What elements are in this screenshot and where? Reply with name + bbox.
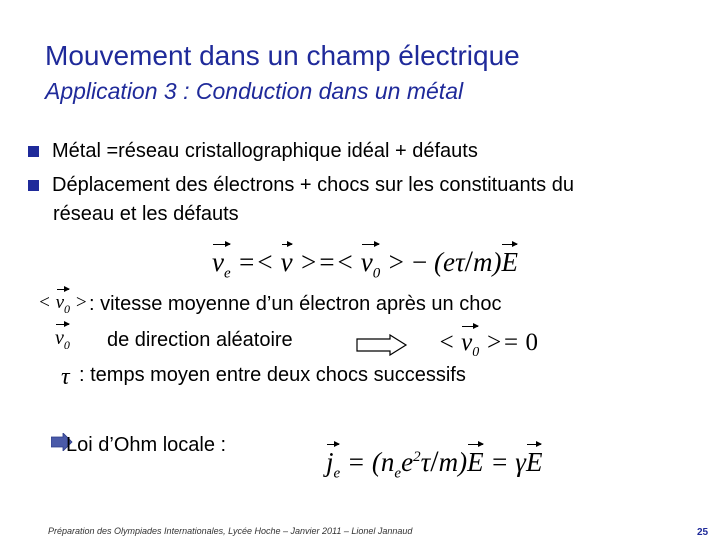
slide-subtitle: Application 3 : Conduction dans un métal [45,78,464,104]
bullet-text: Déplacement des électrons + chocs sur les constituants du [52,174,574,196]
v0-symbol: $v_0$ [55,327,70,352]
v0-mean-symbol: < $v_0$ > [38,292,88,316]
tau-symbol: τ [61,364,70,390]
footer-text: Préparation des Olympiades Internationales, Lycée Hoche – Janvier 2011 – Lionel Jannaud [48,526,413,536]
bullet-metal [28,140,478,163]
mean-velocity-equation: $v_e =< v$ >=< $v_0$ > − (eτ/m)E [212,245,518,282]
bullet-square-icon [28,180,39,191]
bullet-square-icon [28,146,39,157]
bullet-continuation: réseau et les défauts [53,203,239,225]
v0-definition: de direction aléatoire [107,329,293,351]
v0-mean-definition: : vitesse moyenne d’un électron après un choc [89,293,502,315]
bullet-text: Métal =réseau cristallographique idéal + défauts [52,140,478,162]
ohm-law-equation: $j_e = (n_ee^2\tau/m)E = \gamma E$ [326,445,543,482]
tau-definition: : temps moyen entre deux chocs successifs [79,364,466,386]
implies-arrow-icon [356,334,408,356]
ohm-law-label: Loi d’Ohm locale : [66,434,227,456]
v0-mean-zero: < $v_0 >= 0$ [438,329,538,360]
bullet-electrons [28,174,574,197]
slide-title: Mouvement dans un champ électrique [45,40,520,71]
page-number: 25 [697,527,709,538]
